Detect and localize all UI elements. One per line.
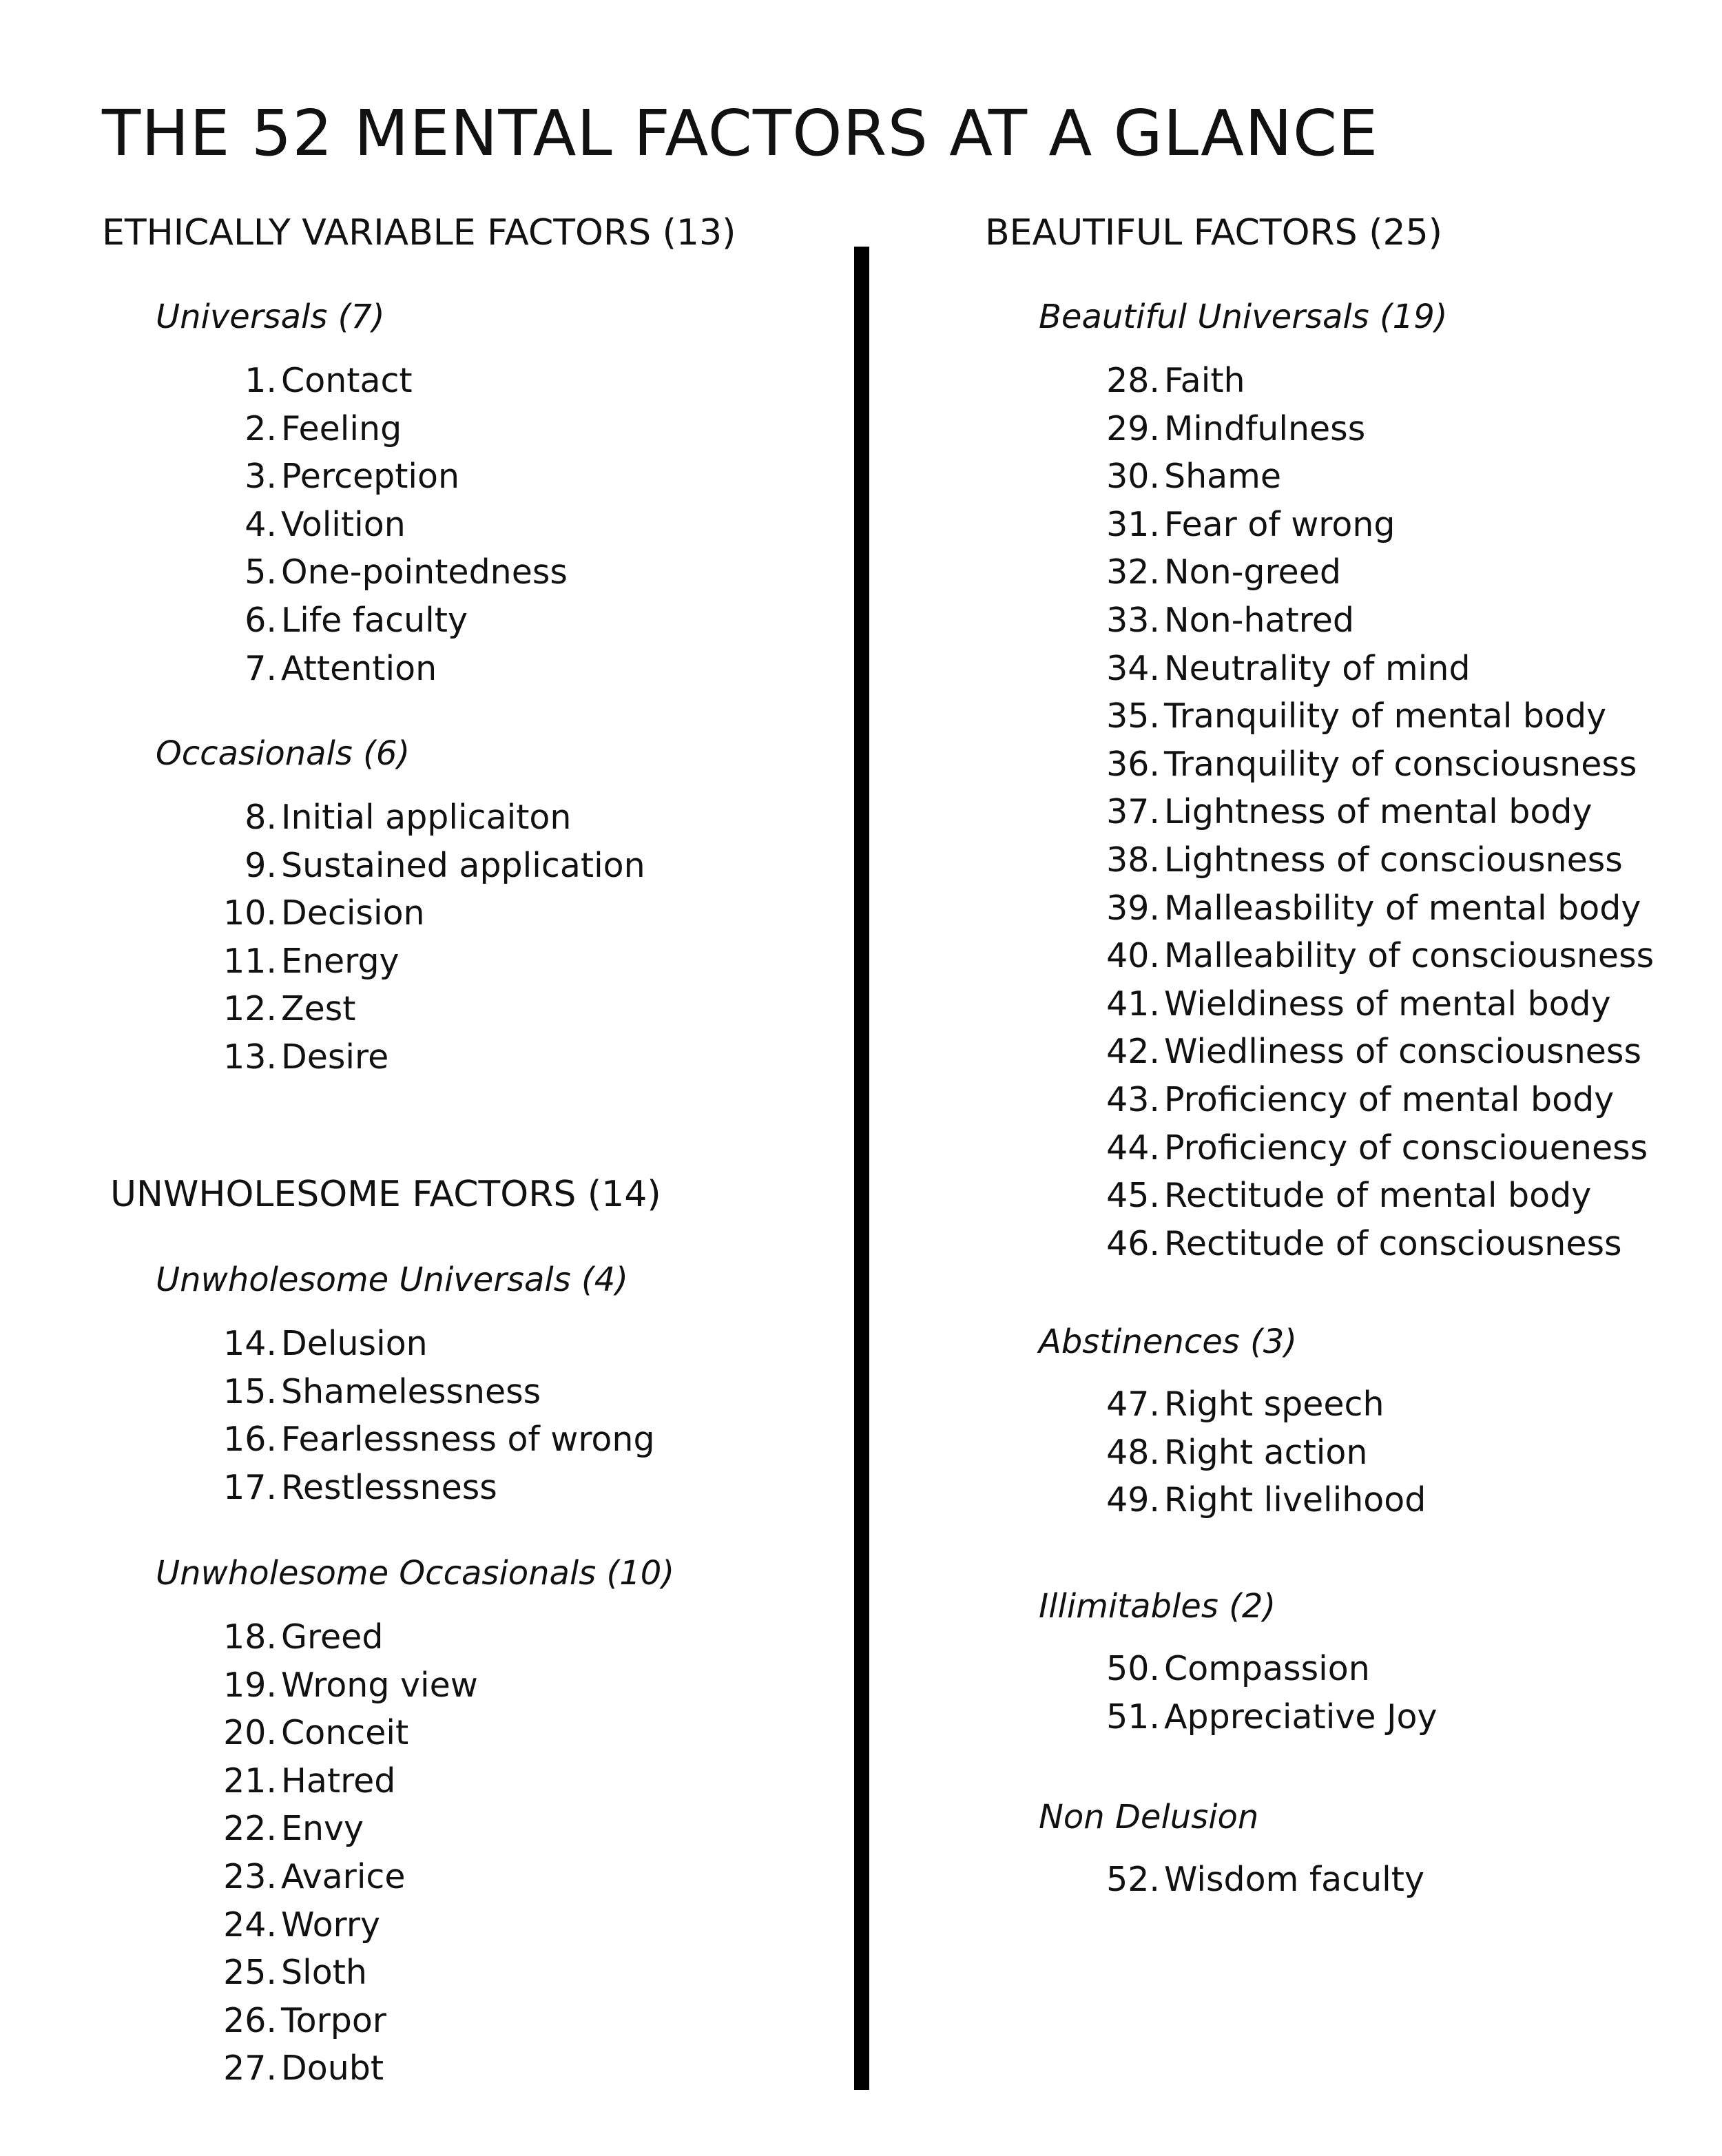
factor-label: Right speech [1164,1385,1384,1424]
factor-number: 13. [223,1037,277,1077]
factor-item [1057,1693,1438,1741]
factor-label: Faith [1164,361,1245,400]
factor-number: 18. [223,1617,277,1657]
column-divider [854,247,869,2090]
factor-item [1057,1220,1654,1268]
factor-item [1057,405,1654,453]
group-heading-unwholesome-occasionals: Unwholesome Occasionals (10) [156,1554,675,1593]
factor-label: Shame [1164,457,1282,497]
factor-number: 41. [1106,984,1160,1024]
factor-label: Malleability of consciousness [1164,936,1654,976]
factor-number: 37. [1106,792,1160,832]
factor-label: Desire [281,1037,389,1077]
factor-item [1057,788,1654,836]
group-heading-abstinences: Abstinences (3) [1039,1323,1298,1361]
factor-item [174,1613,478,1661]
factor-item [174,1997,478,2045]
factor-label: Conceit [281,1713,409,1753]
factor-label: Sloth [281,1953,367,1993]
factor-label: Greed [281,1617,384,1657]
factor-item [1057,1476,1426,1524]
factor-label: Worry [281,1905,380,1945]
factor-number: 7. [245,648,277,688]
factor-number: 17. [223,1467,277,1507]
factor-number: 33. [1106,600,1160,640]
factor-item [174,597,568,645]
factor-item [1057,1076,1654,1124]
factor-number: 6. [245,600,277,640]
factor-number: 43. [1106,1079,1160,1119]
factor-number: 3. [245,457,277,497]
factor-list [174,357,568,692]
factor-number: 29. [1106,408,1160,448]
factor-item [1057,548,1654,597]
factor-number: 31. [1106,504,1160,544]
factor-number: 52. [1106,1860,1160,1899]
factor-label: Contact [281,361,413,400]
factor-item [174,937,645,986]
factor-label: Wiedliness of consciousness [1164,1032,1641,1072]
factor-item [1057,1028,1654,1076]
factor-number: 26. [223,2000,277,2040]
factor-item [174,1709,478,1757]
factor-item [174,985,645,1033]
factor-label: Avarice [281,1856,406,1896]
factor-item [1057,597,1654,645]
factor-item [174,501,568,549]
factor-label: Delusion [281,1324,428,1363]
factor-list [1057,1380,1426,1524]
factor-label: Fearlessness of wrong [281,1420,655,1460]
factor-item [174,1757,478,1805]
factor-label: Proficiency of conscioueness [1164,1128,1648,1168]
factor-item [174,1901,478,1949]
factor-number: 11. [223,941,277,981]
factor-number: 49. [1106,1480,1160,1520]
factor-item [1057,501,1654,549]
factor-number: 47. [1106,1385,1160,1424]
factor-label: Compassion [1164,1649,1370,1688]
factor-list [174,1320,655,1511]
factor-item [174,405,568,453]
page-title: THE 52 MENTAL FACTORS AT A GLANCE [102,96,1379,170]
factor-item [174,453,568,501]
factor-number: 44. [1106,1128,1160,1168]
factor-label: Energy [281,941,400,981]
factor-number: 14. [223,1324,277,1363]
factor-list [174,1613,478,2093]
factor-number: 32. [1106,552,1160,592]
factor-item [1057,1645,1438,1693]
factor-number: 24. [223,1905,277,1945]
factor-list [1057,1645,1438,1741]
factor-item [1057,1172,1654,1220]
factor-label: Neutrality of mind [1164,648,1471,688]
factor-label: Doubt [281,2049,384,2088]
factor-label: Fear of wrong [1164,504,1396,544]
factor-number: 23. [223,1856,277,1896]
factor-label: Tranquility of mental body [1164,696,1607,736]
factor-label: Rectitude of mental body [1164,1176,1592,1216]
factor-item [174,1853,478,1901]
factor-number: 15. [223,1371,277,1411]
factor-label: Feeling [281,408,402,448]
factor-number: 22. [223,1809,277,1849]
factor-label: Lightness of mental body [1164,792,1593,832]
factor-number: 35. [1106,696,1160,736]
factor-label: Right action [1164,1432,1368,1472]
factor-item [174,1416,655,1464]
factor-label: Tranquility of consciousness [1164,744,1637,784]
factor-number: 34. [1106,648,1160,688]
factor-item [174,645,568,693]
factor-list [174,794,645,1081]
factor-label: Mindfulness [1164,408,1366,448]
factor-item [174,1033,645,1081]
factor-item [174,1320,655,1368]
factor-label: Attention [281,648,437,688]
factor-item [174,2044,478,2093]
factor-number: 42. [1106,1032,1160,1072]
factor-label: Hatred [281,1761,396,1801]
factor-item [1057,1124,1654,1172]
factor-label: Wrong view [281,1665,478,1705]
factor-item [1057,884,1654,933]
factor-number: 21. [223,1761,277,1801]
factor-label: Proficiency of mental body [1164,1079,1615,1119]
factor-list [1057,357,1654,1267]
factor-number: 20. [223,1713,277,1753]
factor-label: Malleasbility of mental body [1164,888,1641,928]
factor-label: Rectitude of consciousness [1164,1223,1622,1263]
factor-label: Life faculty [281,600,468,640]
factor-label: Appreciative Joy [1164,1697,1438,1737]
group-heading-non-delusion: Non Delusion [1039,1798,1259,1836]
factor-item [174,1464,655,1512]
factor-item [174,357,568,405]
factor-item [174,1368,655,1416]
factor-number: 46. [1106,1223,1160,1263]
factor-number: 38. [1106,840,1160,880]
section-heading-ethically-variable: ETHICALLY VARIABLE FACTORS (13) [102,212,736,253]
factor-label: Non-hatred [1164,600,1354,640]
factor-number: 36. [1106,744,1160,784]
factor-item [1057,1380,1426,1429]
factor-number: 19. [223,1665,277,1705]
factor-number: 4. [245,504,277,544]
factor-item [174,889,645,937]
group-heading-universals: Universals (7) [156,298,385,336]
factor-number: 9. [245,845,277,885]
factor-label: Shamelessness [281,1371,541,1411]
group-heading-beautiful-universals: Beautiful Universals (19) [1039,298,1448,336]
factor-number: 12. [223,989,277,1029]
factor-item [1057,453,1654,501]
factor-item [1057,692,1654,740]
factor-number: 48. [1106,1432,1160,1472]
factor-number: 8. [245,798,277,837]
group-heading-occasionals: Occasionals (6) [156,734,411,773]
factor-item [174,1661,478,1710]
factor-label: Wisdom faculty [1164,1860,1425,1899]
factor-number: 51. [1106,1697,1160,1737]
factor-label: Torpor [281,2000,386,2040]
factor-number: 30. [1106,457,1160,497]
factor-number: 2. [245,408,277,448]
factor-item [1057,1429,1426,1477]
factor-item [1057,980,1654,1028]
factor-item [174,794,645,842]
factor-number: 25. [223,1953,277,1993]
factor-number: 50. [1106,1649,1160,1688]
factor-label: Wieldiness of mental body [1164,984,1611,1024]
factor-label: Perception [281,457,460,497]
factor-label: Decision [281,893,425,933]
factor-label: One-pointedness [281,552,568,592]
factor-list [1057,1856,1424,1904]
factor-number: 45. [1106,1176,1160,1216]
factor-number: 1. [245,361,277,400]
factor-label: Envy [281,1809,364,1849]
group-heading-unwholesome-universals: Unwholesome Universals (4) [156,1261,628,1299]
factor-item [174,1805,478,1853]
factor-number: 5. [245,552,277,592]
factor-label: Non-greed [1164,552,1341,592]
factor-number: 28. [1106,361,1160,400]
factor-item [174,842,645,890]
factor-item [1057,836,1654,884]
factor-item [174,1949,478,1997]
factor-label: Zest [281,989,356,1029]
section-heading-beautiful: BEAUTIFUL FACTORS (25) [985,212,1442,253]
factor-item [1057,357,1654,405]
factor-number: 10. [223,893,277,933]
factor-item [1057,645,1654,693]
factor-number: 40. [1106,936,1160,976]
factor-item [1057,740,1654,789]
factor-label: Right livelihood [1164,1480,1427,1520]
factor-item [174,548,568,597]
factor-label: Sustained application [281,845,645,885]
group-heading-illimitables: Illimitables (2) [1039,1587,1276,1626]
factor-label: Restlessness [281,1467,497,1507]
factor-label: Initial applicaiton [281,798,572,837]
factor-number: 27. [223,2049,277,2088]
factor-item [1057,932,1654,980]
section-heading-unwholesome: UNWHOLESOME FACTORS (14) [110,1174,661,1215]
factor-number: 39. [1106,888,1160,928]
factor-label: Volition [281,504,406,544]
factor-number: 16. [223,1420,277,1460]
factor-label: Lightness of consciousness [1164,840,1623,880]
factor-item [1057,1856,1424,1904]
